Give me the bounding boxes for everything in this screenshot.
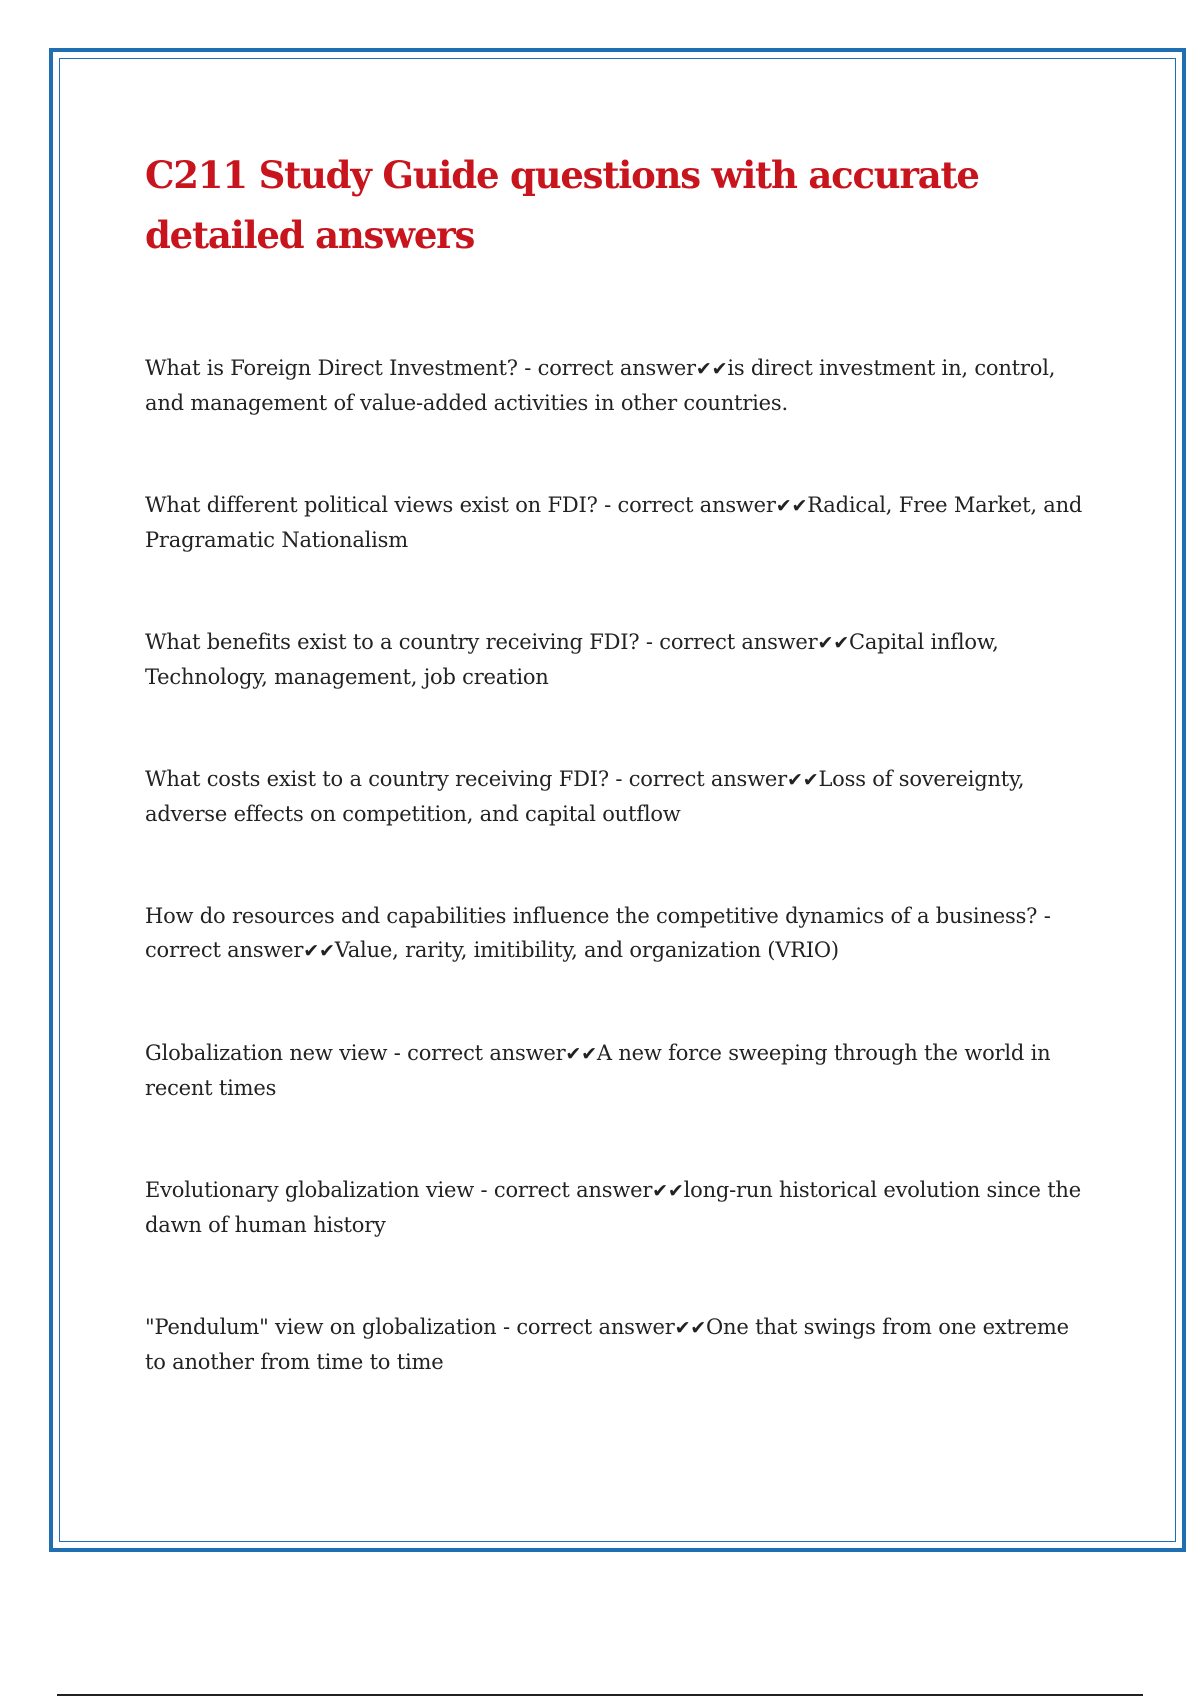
answer-text: Capital inflow, Technology, management, job creation [145,630,999,689]
question-text: Evolutionary globalization view [145,1178,475,1202]
question-text: What is Foreign Direct Investment? [145,356,518,380]
checkmark-icon: ✔✔ [652,1180,684,1202]
answer-separator: - correct answer [387,1041,566,1065]
answer-separator: - correct answer [517,356,696,380]
document-title: C211 Study Guide questions with accurate detailed answers [145,153,979,257]
checkmark-icon: ✔✔ [775,495,808,517]
question-text: What benefits exist to a country receiving FDI? [145,630,640,654]
checkmark-icon: ✔✔ [786,769,819,791]
qa-list [145,351,1085,1447]
qa-item [145,1036,1085,1104]
answer-separator: - correct answer [474,1178,653,1202]
answer-separator: - correct answer [145,904,1051,962]
answer-text: is direct investment in, control, and management of value-added activities in other countries. [145,356,1056,415]
question-text: What different political views exist on FDI? [145,493,598,517]
qa-item [145,625,1085,693]
question-text: What costs exist to a country receiving FDI? [145,767,609,791]
qa-item [145,488,1085,556]
answer-text: Radical, Free Market, and Pragramatic Nationalism [145,493,1083,552]
answer-text: Loss of sovereignty, adverse effects on competition, and capital outflow [145,767,1025,826]
question-text: Globalization new view [145,1041,388,1065]
checkmark-icon: ✔✔ [674,1317,707,1339]
qa-item [145,1310,1085,1378]
answer-text: long-run historical evolution since the dawn of human history [145,1178,1081,1237]
qa-item [145,899,1085,967]
answer-separator: - correct answer [597,493,776,517]
answer-text: One that swings from one extreme to another from time to time [145,1315,1069,1374]
checkmark-icon: ✔✔ [817,632,849,654]
answer-separator: - correct answer [496,1315,675,1339]
footer-divider [57,1694,1143,1696]
checkmark-icon: ✔✔ [565,1043,597,1065]
question-text: How do resources and capabilities influence the competitive dynamics of a business? [145,904,1038,928]
checkmark-icon: ✔✔ [695,358,728,380]
checkmark-icon: ✔✔ [303,940,335,962]
answer-text: Value, rarity, imitibility, and organization (VRIO) [334,938,839,962]
qa-item [145,351,1085,419]
qa-item [145,762,1085,830]
qa-item [145,1173,1085,1241]
answer-separator: - correct answer [639,630,818,654]
question-text: "Pendulum" view on globalization [145,1315,497,1339]
answer-text: A new force sweeping through the world in recent times [145,1041,1051,1100]
answer-separator: - correct answer [608,767,787,791]
